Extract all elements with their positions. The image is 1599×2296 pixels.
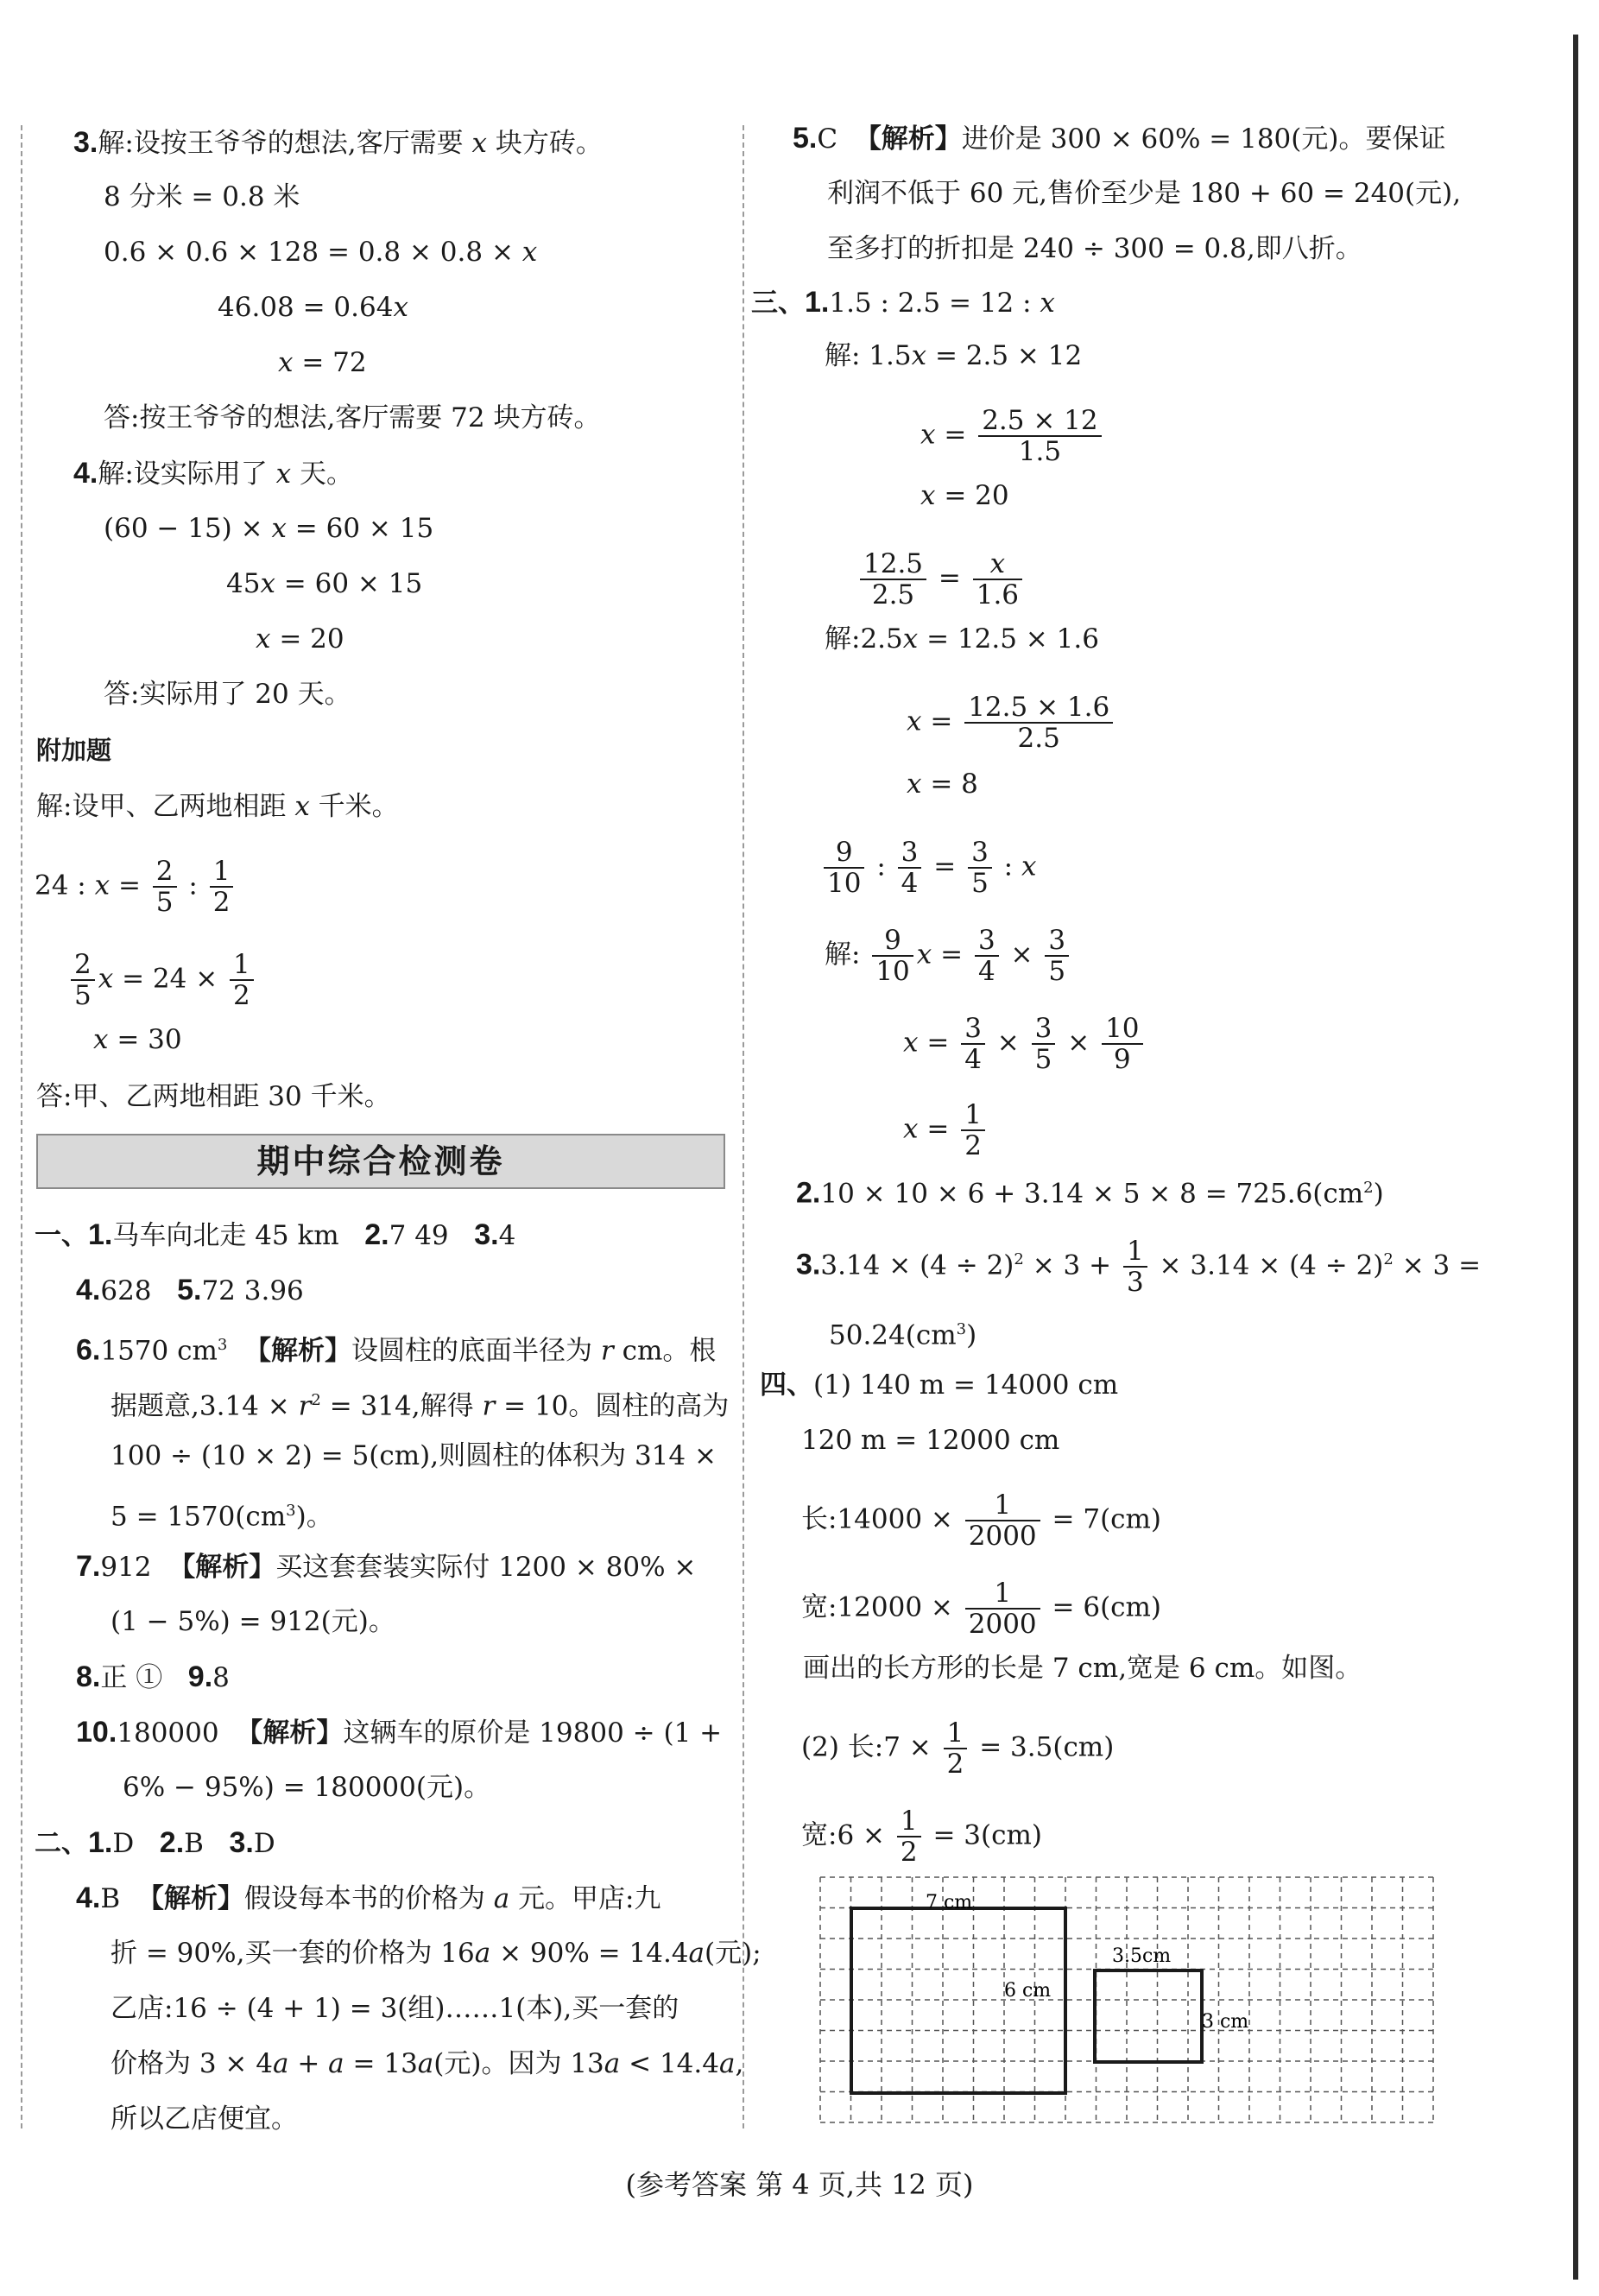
problem-4-line-4: x = 20	[256, 623, 344, 655]
fraction-r2b: $\frac{x}{1.6}$	[973, 549, 1022, 610]
q6-line-4: $5 = 1570(cm^3)$。	[111, 1501, 333, 1533]
extra-line-3: $\frac{2}{5}$ x = 24 × $\frac{1}{2}$	[67, 950, 257, 1010]
fraction-1-2000: $\frac{1}{2000}$	[965, 1490, 1040, 1551]
fraction-3-4: $\frac{3}{4}$	[975, 926, 999, 986]
extra-question-title: 附加题	[36, 737, 112, 765]
fraction-1-2: $\frac{1}{2}$	[210, 857, 234, 917]
r-s4-part2-width: 宽:6 × $\frac{1}{2}$ = 3(cm)	[801, 1806, 1042, 1868]
grid-lines	[820, 1877, 1433, 2122]
r-s3-q1: 三、1.1.5 : 2.5 = 12 : x	[751, 286, 1055, 319]
r1-step-3: x = 20	[920, 480, 1009, 511]
problem-3-answer: 答:按王爷爷的想法,客厅需要 72 块方砖。	[104, 402, 601, 433]
r-s4-length: 长:14000 × $\frac{1}{2000}$ = 7(cm)	[801, 1490, 1162, 1552]
fraction-3-5: $\frac{3}{5}$	[1045, 926, 1069, 986]
q6-line-1: 6.1570 $cm^3$ 【解析】设圆柱的底面半径为 r cm。根	[76, 1333, 717, 1367]
small-height-label: 3 cm	[1202, 2011, 1249, 2033]
q10-line-2: 6% − 95%) = 180000(元)。	[123, 1772, 491, 1803]
problem-3-line-3: 0.6 × 0.6 × 128 = 0.8 × 0.8 × x	[104, 237, 538, 268]
r-s3-q2: $2.10 \times 10 \times 6 + 3.14 \times 5 \times 8 = 725.6(cm^2)$	[796, 1176, 1384, 1210]
t4-line-1: 4.B 【解析】假设每本书的价格为 a 元。甲店:九	[76, 1882, 661, 1914]
extra-line-4: x = 30	[93, 1024, 182, 1055]
section-2-row-1: 二、1.D 2.B 3.D	[35, 1826, 275, 1859]
fraction-9-10: $\frac{9}{10}$	[824, 838, 864, 898]
page-footer: (参考答案 第 4 页,共 12 页)	[625, 2168, 974, 2201]
fraction-1-2: $\frac{1}{2}$	[230, 950, 254, 1010]
problem-4-line-1: 4.解:设实际用了 x 天。	[73, 457, 354, 490]
problem-3-line-4: 46.08 = 0.64x	[218, 292, 408, 323]
small-width-label: 3.5cm	[1112, 1945, 1172, 1967]
fraction-r2a: $\frac{12.5}{2.5}$	[860, 549, 926, 610]
r1-step-1: 解: 1.5x = 2.5 × 12	[825, 340, 1083, 371]
fraction-1-2: $\frac{1}{2}$	[944, 1718, 968, 1779]
r-s4-draw-note: 画出的长方形的长是 7 cm,宽是 6 cm。如图。	[803, 1653, 1362, 1684]
extra-line-2: 24 : x = $\frac{2}{5}$ : $\frac{1}{2}$	[35, 857, 237, 917]
r2-step-2: x = $\frac{12.5 \times 1.6}{2.5}$	[907, 693, 1116, 753]
t4-line-2: 折 = 90%,买一套的价格为 16a × 90% = 14.4a(元);	[111, 1938, 762, 1969]
fraction-1-3: $\frac{1}{3}$	[1123, 1237, 1147, 1297]
section-1-row-2: 4.628 5.72 3.96	[76, 1274, 304, 1306]
fraction-r2c: $\frac{12.5 \times 1.6}{2.5}$	[964, 693, 1113, 753]
r3-step-1: 解: $\frac{9}{10}$ x = $\frac{3}{4}$ × $\frac{3}{5}$	[825, 926, 1072, 986]
problem-3-line-2: 8 分米 = 0.8 米	[104, 181, 300, 212]
r-q5-line-3: 至多打的折扣是 240 ÷ 300 = 0.8,即八折。	[827, 233, 1362, 264]
small-rectangle	[1095, 1970, 1202, 2062]
column-divider-left	[21, 125, 22, 2128]
r-q5-line-2: 利润不低于 60 元,售价至少是 180 + 60 = 240(元),	[827, 178, 1462, 209]
r-s3-q3: $3.3.14 \times (4 \div 2)^2 \times 3$ + $\frac{1}{3}$ × $3.14 \times (4 \div 2)^2 \times 3$ =	[796, 1236, 1482, 1298]
fraction-1-2: $\frac{1}{2}$	[961, 1100, 985, 1161]
r3-equation: $\frac{9}{10}$ : $\frac{3}{4}$ = $\frac{3}{5}$ : x	[820, 838, 1036, 898]
problem-3-line-5: x = 72	[278, 347, 367, 378]
r-s4-line-1: 四、(1) 140 m = 14000 cm	[760, 1369, 1119, 1401]
r-s3-q3-result: $50.24(cm^3)$	[829, 1319, 977, 1351]
section-1-row-1: 一、1.马车向北走 45 km 2.7 49 3.4	[35, 1218, 516, 1251]
fraction-3-5: $\frac{3}{5}$	[1032, 1014, 1056, 1074]
big-height-label: 6 cm	[1004, 1980, 1052, 2002]
fraction-1-2: $\frac{1}{2}$	[897, 1806, 921, 1867]
fraction-3-4: $\frac{3}{4}$	[961, 1014, 985, 1074]
q10-line-1: 10.180000 【解析】这辆车的原价是 19800 ÷ (1 +	[76, 1716, 723, 1749]
problem-4-answer: 答:实际用了 20 天。	[104, 679, 351, 710]
r-s4-part2-length: (2) 长:7 × $\frac{1}{2}$ = 3.5(cm)	[801, 1717, 1115, 1780]
page-edge-shadow	[1573, 35, 1578, 2280]
column-divider-middle	[743, 125, 744, 2128]
t4-line-4: 价格为 3 × 4a + a = 13a(元)。因为 13a < 14.4a,	[111, 2048, 744, 2079]
fraction-3-5: $\frac{3}{5}$	[968, 838, 992, 898]
fraction-3-4: $\frac{3}{4}$	[898, 838, 922, 898]
section-banner: 期中综合检测卷	[36, 1134, 725, 1189]
r-s4-line-2: 120 m = 12000 cm	[801, 1425, 1060, 1456]
t4-line-3: 乙店:16 ÷ (4 + 1) = 3(组)……1(本),买一套的	[111, 1993, 679, 2024]
fraction-9-10: $\frac{9}{10}$	[872, 926, 913, 986]
q6-line-3: 100 ÷ (10 × 2) = 5(cm),则圆柱的体积为 314 ×	[111, 1440, 717, 1471]
r2-step-1: 解:2.5x = 12.5 × 1.6	[825, 623, 1099, 655]
q7-line-2: (1 − 5%) = 912(元)。	[111, 1606, 395, 1637]
r-s4-width: 宽:12000 × $\frac{1}{2000}$ = 6(cm)	[801, 1578, 1162, 1640]
fraction-r1: $\frac{2.5 \times 12}{1.5}$	[978, 406, 1101, 466]
big-width-label: 7 cm	[926, 1892, 973, 1913]
extra-answer: 答:甲、乙两地相距 30 千米。	[36, 1081, 391, 1112]
q7-line-1: 7.912 【解析】买这套套装实际付 1200 × 80% ×	[76, 1550, 697, 1583]
problem-4-line-2: (60 − 15) × x = 60 × 15	[104, 513, 434, 544]
fraction-1-2000: $\frac{1}{2000}$	[965, 1578, 1040, 1639]
r2-equation: $\frac{12.5}{2.5}$ = $\frac{x}{1.6}$	[856, 549, 1026, 610]
extra-line-1: 解:设甲、乙两地相距 x 千米。	[36, 791, 399, 822]
fraction-2-5: $\frac{2}{5}$	[71, 950, 95, 1010]
r1-step-2: x = $\frac{2.5 \times 12}{1.5}$	[920, 406, 1105, 466]
r2-step-3: x = 8	[907, 768, 978, 800]
problem-4-line-3: 45x = 60 × 15	[226, 568, 423, 599]
fraction-2-5: $\frac{2}{5}$	[153, 857, 177, 917]
r-q5-line-1: 5.C 【解析】进价是 300 × 60% = 180(元)。要保证	[793, 122, 1446, 155]
r3-step-2: x = $\frac{3}{4}$ × $\frac{3}{5}$ × $\frac{10}{9}$	[903, 1014, 1147, 1074]
q8-q9: 8.正 ① 9.8	[76, 1660, 230, 1693]
q6-line-2: 据题意$,3.14 \times r^2 = 314$,解得 r = 10。圆柱的高为	[111, 1390, 730, 1422]
grid-diagram	[818, 1875, 1437, 2126]
t4-line-5: 所以乙店便宜。	[111, 2103, 298, 2135]
fraction-10-9: $\frac{10}{9}$	[1102, 1014, 1142, 1074]
problem-3-line-1: 3.解:设按王爷爷的想法,客厅需要 x 块方砖。	[73, 126, 603, 159]
r3-step-3: x = $\frac{1}{2}$	[903, 1100, 989, 1161]
